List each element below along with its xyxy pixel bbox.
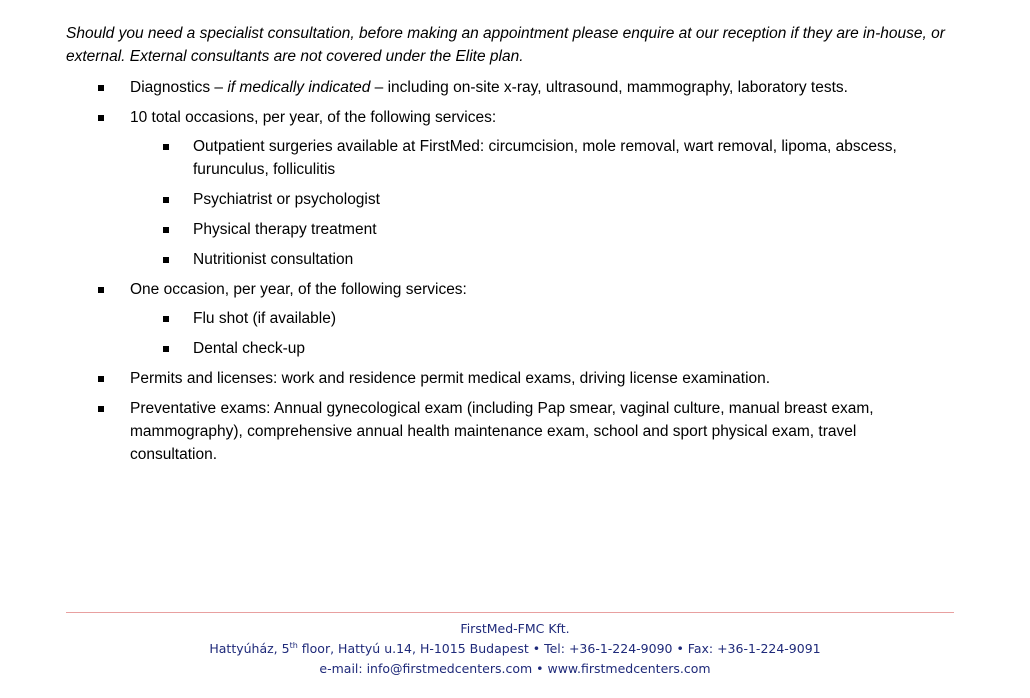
sub-list-item: Psychiatrist or psychologist [130, 188, 930, 211]
footer-divider [66, 612, 954, 613]
bullet-icon [98, 287, 104, 293]
bullet-icon [98, 85, 104, 91]
bullet-icon [163, 316, 169, 322]
bullet-icon [98, 406, 104, 412]
sub-list [130, 307, 930, 360]
sub-list-item: Nutritionist consultation [130, 248, 930, 271]
sub-list [130, 135, 930, 271]
footer-company: FirstMed-FMC Kft. [460, 621, 570, 636]
bullet-icon [98, 376, 104, 382]
list-item: One occasion, per year, of the following services: Flu shot (if available) Dental check-up [0, 278, 1030, 360]
footer-contact: e-mail: info@firstmedcenters.com • www.firstmedcenters.com [319, 661, 711, 676]
sub-list-item: Dental check-up [130, 337, 930, 360]
emphasis-text: if medically indicated [227, 79, 371, 96]
list-item: Diagnostics – if medically indicated – including on-site x-ray, ultrasound, mammography, laboratory tests. [0, 76, 1030, 99]
bullet-icon [163, 257, 169, 263]
sub-list-item: Outpatient surgeries available at FirstMed: circumcision, mole removal, wart removal, lipoma, abscess, furunculus, folliculitis [130, 135, 930, 181]
bullet-icon [163, 144, 169, 150]
page-footer [0, 619, 1030, 679]
bullet-icon [163, 197, 169, 203]
bullet-icon [163, 346, 169, 352]
services-list [0, 76, 1030, 473]
bullet-icon [98, 115, 104, 121]
sub-list-item: Flu shot (if available) [130, 307, 930, 330]
list-item: Preventative exams: Annual gynecological exam (including Pap smear, vaginal culture, manual breast exam, mammography), comprehensive annual health maintenance exam, school and sport physical exam, travel consultation. [0, 397, 1030, 466]
list-item: 10 total occasions, per year, of the following services: Outpatient surgeries available at FirstMed: circumcision, mole removal, wart removal, lipoma, abscess, furunculus, folliculitis Psychiatrist or psychologist Physical therapy treatment Nutritionist consultation [0, 106, 1030, 271]
intro-paragraph: Should you need a specialist consultation, before making an appointment please enquire at our reception if they are in-house, or external. External consultants are not covered under the Elite plan. [66, 25, 945, 65]
footer-address: Hattyúház, 5th floor, Hattyú u.14, H-1015 Budapest • Tel: +36-1-224-9090 • Fax: +36-1-224-9091 [209, 640, 821, 656]
sub-list-item: Physical therapy treatment [130, 218, 930, 241]
bullet-icon [163, 227, 169, 233]
list-item: Permits and licenses: work and residence permit medical exams, driving license examination. [0, 367, 1030, 390]
